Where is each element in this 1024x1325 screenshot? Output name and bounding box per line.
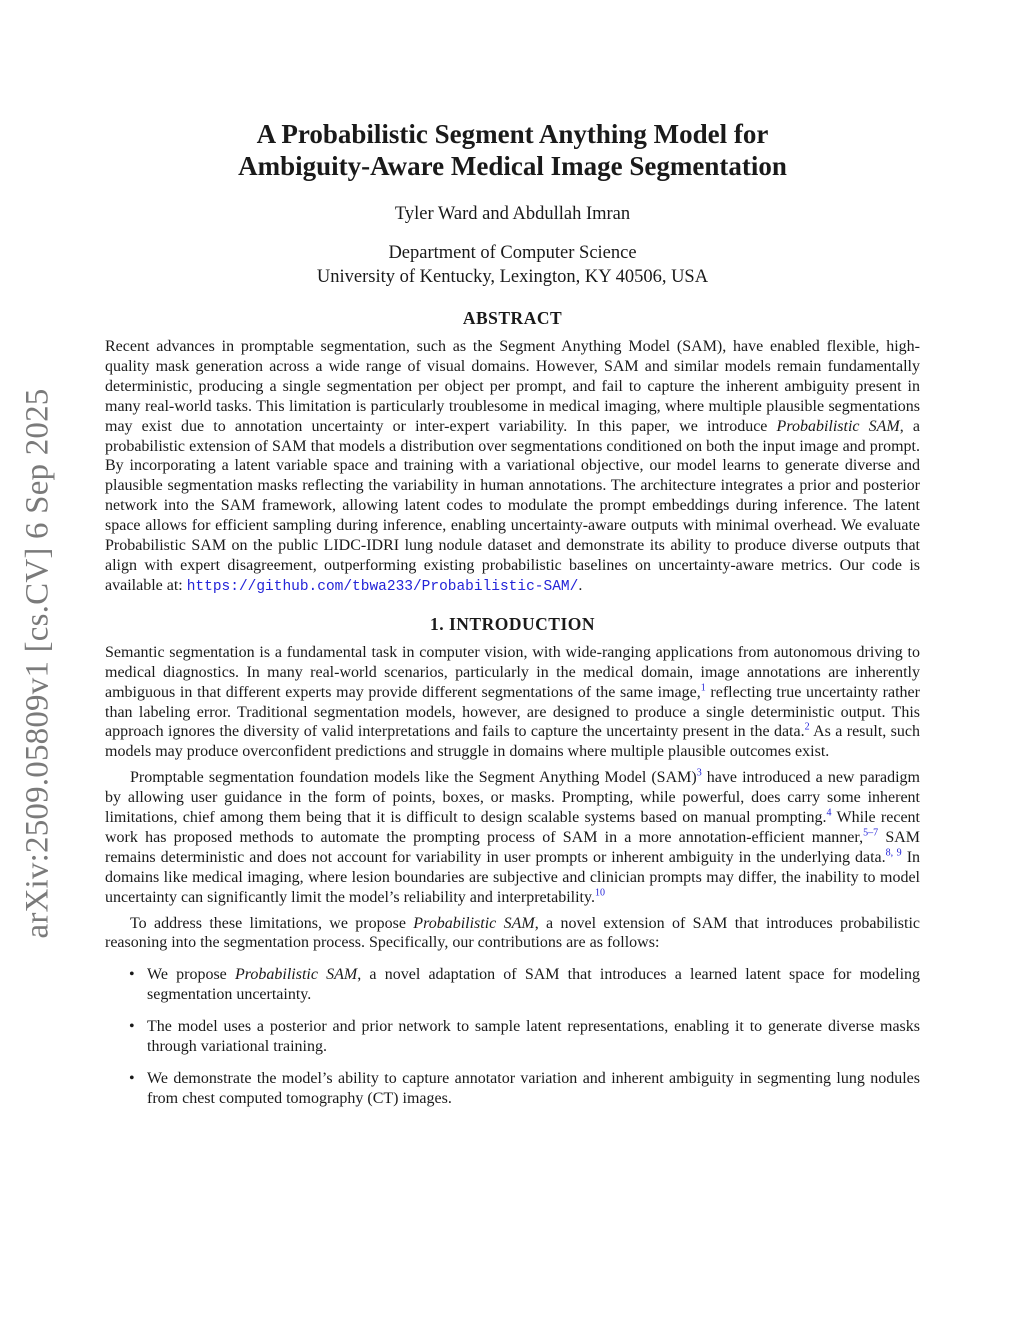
introduction-heading: 1. INTRODUCTION (429, 613, 596, 634)
abstract-heading: ABSTRACT (462, 308, 563, 328)
affiliation (105, 241, 920, 289)
paper-page (105, 118, 920, 1121)
citation-5-7[interactable]: 5–7 (863, 827, 879, 839)
affiliation-department: Department of Computer Science (388, 243, 637, 263)
arxiv-sidebar (17, 378, 59, 948)
bullet-icon: • (129, 1018, 135, 1036)
bullet-3-text: We demonstrate the model’s ability to capture annotator variation and inherent ambiguity in segmenting lung nodules from chest computed tomography (CT) images. (147, 1070, 920, 1107)
paper-title (105, 118, 920, 182)
list-item (105, 1069, 920, 1109)
intro-p3-text-1: To address these limitations, we propose (130, 914, 414, 932)
abstract-italic-term: Probabilistic SAM (776, 417, 900, 435)
bullet-1-text-2: , a novel adaptation of SAM that introduces a learned latent space for modeling segmentation uncertainty. (147, 966, 921, 1004)
intro-p2-text-2: have introduced a new paradigm by allowing user guidance in the form of points, boxes, or masks. Prompting, while powerful, does carry some inherent limitations, chief among them being that it is difficult to design scalable systems based on manual prompting. (105, 769, 920, 827)
abstract-text-part-2: , a probabilistic extension of SAM that models a distribution over segmentations conditioned on both the input image and prompt. By incorporating a latent variable space and training with a variational objective, our model learns to generate diverse and plausible segmentation masks reflecting the variability in human annotations. The architecture integrates a prior and posterior network into the SAM framework, allowing latent codes to modulate the prompt embeddings during inference. The latent space allows for efficient sampling during inference, enabling uncertainty-aware outputs with minimal overhead. We evaluate Probabilistic SAM on the public LIDC-IDRI lung nodule dataset and demonstrate its ability to produce diverse outputs that align with expert disagreement, outperforming existing probabilistic baselines on uncertainty-aware metrics. Our code is available at: (105, 417, 920, 594)
bullet-1-italic-term: Probabilistic SAM (234, 966, 358, 984)
bullet-icon: • (129, 966, 135, 984)
intro-p1-text-3: As a result, such models may produce overconfident predictions and struggle in domains where multiple plausible outcomes exist. (105, 723, 920, 761)
title-line-2: Ambiguity-Aware Medical Image Segmentation (238, 151, 787, 181)
code-link[interactable]: https://github.com/tbwa233/Probabilistic-SAM/ (186, 578, 579, 595)
citation-1[interactable]: 1 (700, 682, 706, 694)
affiliation-university: University of Kentucky, Lexington, KY 40506, USA (316, 267, 709, 287)
intro-p2-text-4: SAM remains deterministic and does not account for variability in user prompts or inherent ambiguity in the underlying data. (105, 828, 920, 866)
intro-p2-text-5: In domains like medical imaging, where lesion boundaries are subjective and clinician prompts may differ, the inability to model uncertainty can significantly limit the model’s reliability and interpretability. (105, 848, 921, 906)
citation-3[interactable]: 3 (696, 767, 702, 779)
authors: Tyler Ward and Abdullah Imran (394, 204, 631, 224)
abstract-text-end: . (578, 576, 583, 594)
citation-2[interactable]: 2 (804, 722, 810, 734)
citation-8-9[interactable]: 8, 9 (885, 847, 902, 859)
list-item (105, 1017, 920, 1057)
intro-p2-text-1: Promptable segmentation foundation models like the Segment Anything Model (SAM) (130, 769, 697, 787)
intro-p3-text-2: , a novel extension of SAM that introduces probabilistic reasoning into the segmentation process. Specifically, our contributions are as follows: (105, 914, 920, 952)
list-item (105, 965, 920, 1005)
intro-p1-text-1: Semantic segmentation is a fundamental task in computer vision, with wide-ranging applications from autonomous driving to medical diagnostics. In many real-world scenarios, particularly in the medical domain, image annotations are inherently ambiguous in that different experts may provide different segmentations of the same image, (105, 643, 920, 701)
intro-p1-text-2: reflecting true uncertainty rather than labeling error. Traditional segmentation models, however, are designed to produce a single deterministic output. This approach ignores the diversity of valid interpretations and fails to capture the uncertainty present in the data. (105, 683, 920, 741)
intro-p2-text-3: While recent work has proposed methods to automate the prompting process of SAM in a more annotation-efficient manner, (105, 809, 920, 846)
bullet-1-text-1: We propose (147, 966, 235, 984)
arxiv-id: arXiv:2509.05809v1 [cs.CV] 6 Sep 2025 (19, 387, 56, 939)
citation-10[interactable]: 10 (594, 887, 605, 899)
intro-p3-italic-term: Probabilistic SAM (413, 914, 535, 932)
intro-paragraph-1 (105, 643, 920, 762)
abstract-text-part-1: Recent advances in promptable segmentation, such as the Segment Anything Model (SAM), have enabled flexible, high-quality mask generation across a wide range of visual domains. However, SAM and similar models remain fundamentally deterministic, producing a single segmentation per object per prompt, and fail to capture the inherent ambiguity present in many real-world tasks. This limitation is particularly troublesome in medical imaging, where multiple plausible segmentations may exist due to annotation uncertainty or inter-expert variability. In this paper, we introduce (105, 338, 920, 435)
bullet-2-text: The model uses a posterior and prior network to sample latent representations, enabling it to generate diverse masks through variational training. (147, 1018, 920, 1056)
title-line-1: A Probabilistic Segment Anything Model for (256, 119, 769, 149)
intro-paragraph-3 (105, 914, 920, 954)
contributions-list (105, 965, 920, 1108)
abstract-text (105, 337, 920, 598)
citation-4[interactable]: 4 (826, 807, 832, 819)
bullet-icon: • (129, 1070, 135, 1087)
intro-paragraph-2 (105, 768, 920, 907)
